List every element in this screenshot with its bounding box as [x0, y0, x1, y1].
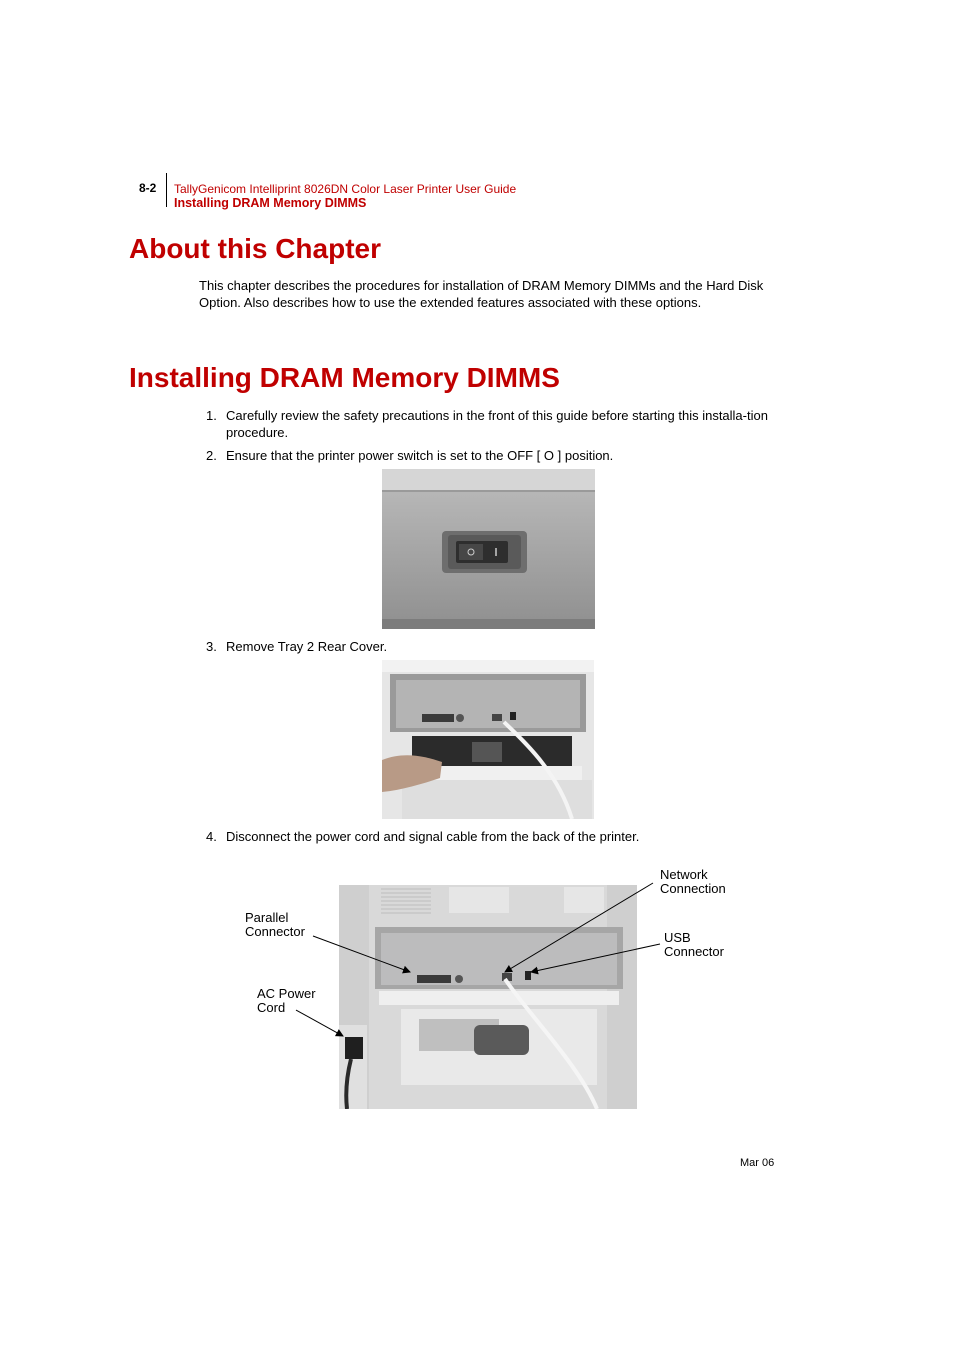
leader-usb [531, 944, 660, 972]
leader-ac-power [296, 1010, 343, 1036]
step-number: 4. [206, 829, 217, 844]
step-text: Ensure that the printer power switch is set to the OFF [ O ] position. [226, 448, 614, 463]
step-number: 2. [206, 448, 217, 463]
install-heading: Installing DRAM Memory DIMMS [129, 362, 560, 393]
callout-line: USB [664, 930, 691, 945]
callout-line: AC Power [257, 986, 316, 1001]
page-number: 8-2 [139, 181, 157, 195]
about-heading: About this Chapter [129, 233, 381, 264]
about-paragraph: This chapter describes the procedures for installation of DRAM Memory DIMMs and the Hard Disk Option. Also describes how to use the extended features associated with these options. [199, 278, 764, 310]
guide-title: TallyGenicom Intelliprint 8026DN Color Laser Printer User Guide [174, 182, 517, 196]
step-number: 3. [206, 639, 217, 654]
step-text: Remove Tray 2 Rear Cover. [226, 639, 388, 654]
footer-date: Mar 06 [740, 1157, 775, 1169]
step-text: Disconnect the power cord and signal cable from the back of the printer. [226, 829, 640, 844]
step-number: 1. [206, 408, 217, 423]
leader-network [505, 883, 653, 972]
callout-line: Network [660, 867, 708, 882]
callout-line: Connector [245, 923, 305, 939]
step-text: Carefully review the safety precautions in the front of this guide before starting this installa-tion procedure. [226, 408, 768, 440]
callout-line: Connector [664, 943, 724, 959]
callout-line: Connection [660, 880, 726, 896]
running-section-title: Installing DRAM Memory DIMMS [174, 196, 367, 210]
callout-line: Cord [257, 999, 286, 1015]
callout-line: Parallel [245, 910, 289, 925]
leader-parallel [313, 936, 410, 972]
